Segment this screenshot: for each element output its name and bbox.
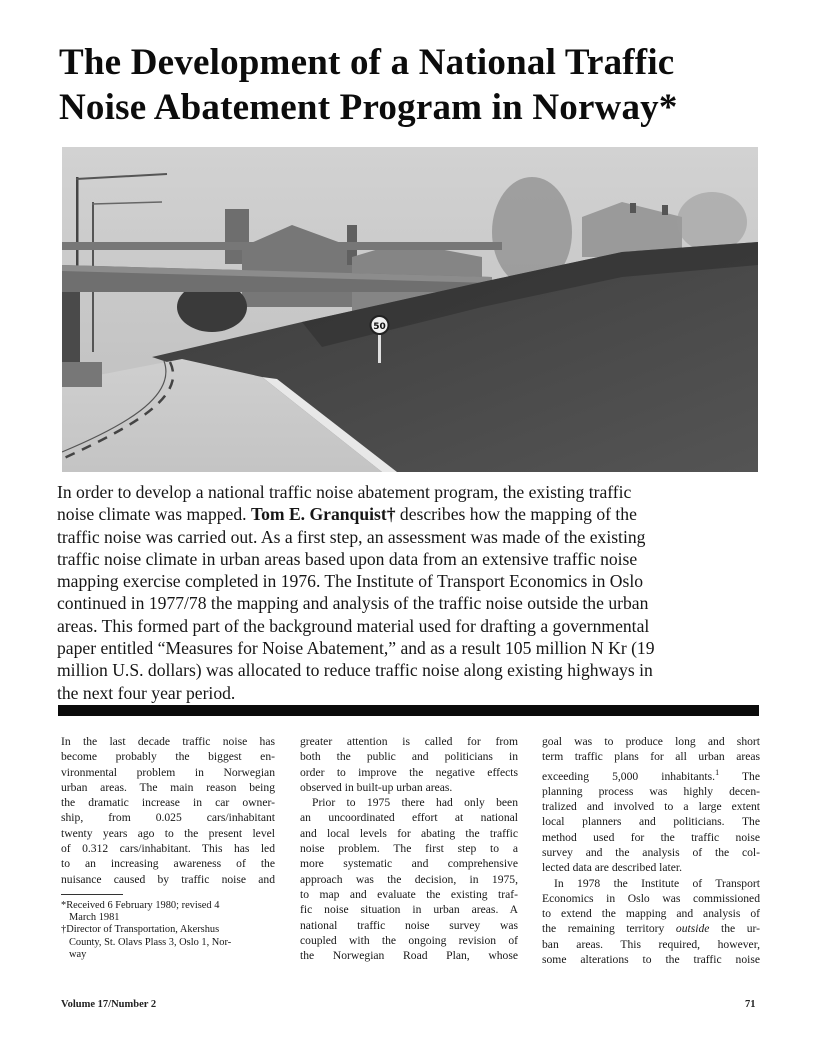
- body-line: planning process was highly decen-: [542, 784, 760, 798]
- abstract-line: paper entitled “Measures for Noise Abatement,” and as a result 105 million N Kr (19: [57, 638, 655, 659]
- body-line: to map and evaluate the existing traf-: [300, 887, 518, 901]
- footer-volume: Volume 17/Number 2: [61, 999, 157, 1010]
- body-line: order to improve the negative effects: [300, 765, 518, 779]
- footnotes: [61, 900, 275, 961]
- body-text: the remaining territory: [542, 922, 676, 936]
- body-line: some alterations to the traffic noise: [542, 953, 760, 967]
- article-title: [59, 40, 779, 130]
- highway-photo: [62, 147, 758, 472]
- footnote-director: †Director of Transportation, Akershus: [61, 924, 220, 936]
- body-text: The: [719, 769, 760, 783]
- body-line: Economics in Oslo was commissioned: [542, 891, 760, 905]
- body-line: urban areas. The main reason being: [61, 780, 275, 794]
- abstract-line: traffic noise climate in urban areas based upon data from an extensive traffic noise: [57, 548, 638, 569]
- footnote-director-cont: way: [69, 948, 87, 960]
- abstract-line: traffic noise was carried out. As a first step, an assessment was made of the existing: [57, 526, 646, 547]
- body-line: to extend the mapping and analysis of: [542, 907, 760, 921]
- body-text: the ur-: [709, 922, 760, 936]
- body-line: national traffic noise survey was: [300, 918, 518, 932]
- section-divider: [58, 705, 759, 716]
- body-line: observed in built-up urban areas.: [300, 780, 453, 794]
- body-line: ship, from 0.025 cars/inhabitant: [61, 811, 275, 825]
- speed-sign-text: 50: [373, 322, 386, 332]
- body-line: to an increasing awareness of the: [61, 857, 275, 871]
- abstract-line: [57, 503, 763, 525]
- body-line: local planners and politicians. The: [542, 815, 760, 829]
- body-line: approach was the decision, in 1975,: [300, 872, 518, 886]
- title-line-2: Noise Abatement Program in Norway*: [59, 87, 678, 128]
- body-line: lected data are described later.: [542, 861, 683, 875]
- body-line: and local levels for abating the traffic: [300, 826, 518, 840]
- abstract: [57, 481, 763, 704]
- body-line: more systematic and comprehensive: [300, 857, 518, 871]
- body-line: of 0.312 cars/inhabitant. This has led: [61, 842, 275, 856]
- body-line: survey and the analysis of the col-: [542, 845, 760, 859]
- abstract-line: areas. This formed part of the background material used for drafting a governmental: [57, 615, 650, 636]
- body-line: twenty years ago to the present level: [61, 826, 275, 840]
- body-line: fic noise situation in urban areas. A: [300, 903, 518, 917]
- body-line: [542, 921, 760, 936]
- abstract-text: describes how the mapping of the: [395, 504, 637, 525]
- footnote-received-cont: March 1981: [69, 912, 120, 924]
- body-line: ban areas. This required, however,: [542, 937, 760, 951]
- body-line: become probably the biggest en-: [61, 750, 275, 764]
- body-line: In 1978 the Institute of Transport: [554, 876, 760, 890]
- body-line: greater attention is called for from: [300, 735, 518, 748]
- body-line: term traffic plans for all urban areas: [542, 750, 760, 764]
- footnote-rule: [61, 894, 123, 895]
- abstract-line: In order to develop a national traffic noise abatement program, the existing traffic: [57, 482, 632, 502]
- body-line: method used for the traffic noise: [542, 830, 760, 844]
- abstract-line: the next four year period.: [57, 682, 236, 703]
- body-line: tralized and involved to a large extent: [542, 800, 760, 814]
- abstract-text: noise climate was mapped.: [57, 504, 251, 525]
- title-line-1: The Development of a National Traffic: [59, 42, 675, 83]
- page-number: 71: [745, 999, 756, 1010]
- footnote-ref: 1: [715, 767, 720, 777]
- body-column-1: [61, 734, 275, 961]
- body-line: nuisance caused by traffic noise and: [61, 872, 275, 886]
- body-text: exceeding 5,000 inhabitants.: [542, 769, 716, 783]
- abstract-line: continued in 1977/78 the mapping and analysis of the traffic noise outside the urban: [57, 593, 649, 614]
- abstract-line: mapping exercise completed in 1976. The Institute of Transport Economics in Oslo: [57, 571, 644, 592]
- highway-photo-graphic: [62, 147, 758, 472]
- body-line: coupled with the ongoing revision of: [300, 933, 518, 947]
- body-line: an uncoordinated effort at national: [300, 811, 518, 825]
- emphasis-text: outside: [675, 922, 710, 936]
- body-line: Prior to 1975 there had only been: [312, 796, 518, 810]
- footnote-director-cont: County, St. Olavs Plass 3, Oslo 1, Nor-: [69, 936, 232, 948]
- body-line: goal was to produce long and short: [542, 735, 760, 748]
- body-line: the Norwegian Road Plan, whose: [300, 949, 518, 963]
- abstract-line: million U.S. dollars) was allocated to reduce traffic noise along existing highways in: [57, 660, 653, 681]
- body-line: vironmental problem in Norwegian: [61, 765, 275, 779]
- footnote-received: *Received 6 February 1980; revised 4: [61, 899, 220, 911]
- body-line: In the last decade traffic noise has: [61, 735, 275, 748]
- body-line: the dramatic increase in car owner-: [61, 796, 275, 810]
- author-name: Tom E. Granquist†: [250, 504, 396, 525]
- body-column-2: [300, 734, 518, 963]
- body-column-3: [542, 734, 760, 967]
- body-line: both the public and politicians in: [300, 750, 518, 764]
- body-line: noise problem. The first step to a: [300, 842, 518, 856]
- body-line: [542, 765, 760, 784]
